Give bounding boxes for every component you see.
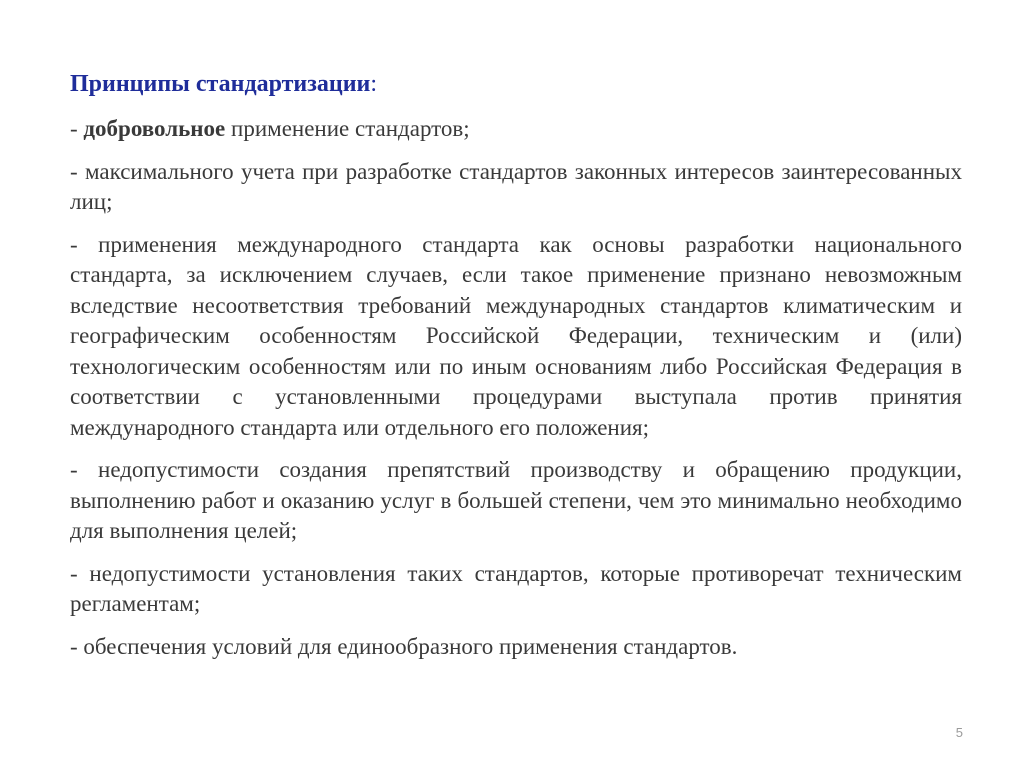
principle-item-voluntary bbox=[70, 114, 962, 145]
principle-item-prefix: - bbox=[70, 116, 84, 141]
page-number: 5 bbox=[955, 725, 963, 740]
slide-title-colon: : bbox=[370, 71, 378, 97]
principle-item-no-obstacles: - недопустимости создания препятствий производству и обращению продукции, выполнению работ и оказанию услуг в большей степени, чем это минимально необходимо для выполнения целей; bbox=[70, 457, 962, 543]
slide-title-text: Принципы стандартизации bbox=[70, 71, 371, 97]
slide-title bbox=[70, 66, 962, 102]
principle-item-no-contradiction: - недопустимости установления таких стандартов, которые противоречат техническим регламентам; bbox=[70, 560, 962, 616]
principle-item-emphasis: добровольное bbox=[83, 116, 226, 141]
principle-item-uniform-application: - обеспечения условий для единообразного применения стандартов. bbox=[70, 633, 738, 659]
principle-item-international-standard: - применения международного стандарта как основы разработки национального стандарта, за исключением случаев, если такое применение признано невозможным вследствие несоответствия требований международных стандартов климатическим и географическим особенностям Российской Федерации, техническим и (или) технологическим особенностям или по иным основаниям либо Российская Федерация в соответствии с установленными процедурами выступала против принятия международного стандарта или отдельного его положения; bbox=[70, 231, 962, 440]
principle-item-text: применение стандартов; bbox=[225, 116, 470, 141]
principle-item-interests: - максимального учета при разработке стандартов законных интересов заинтересованных лиц; bbox=[70, 158, 962, 214]
